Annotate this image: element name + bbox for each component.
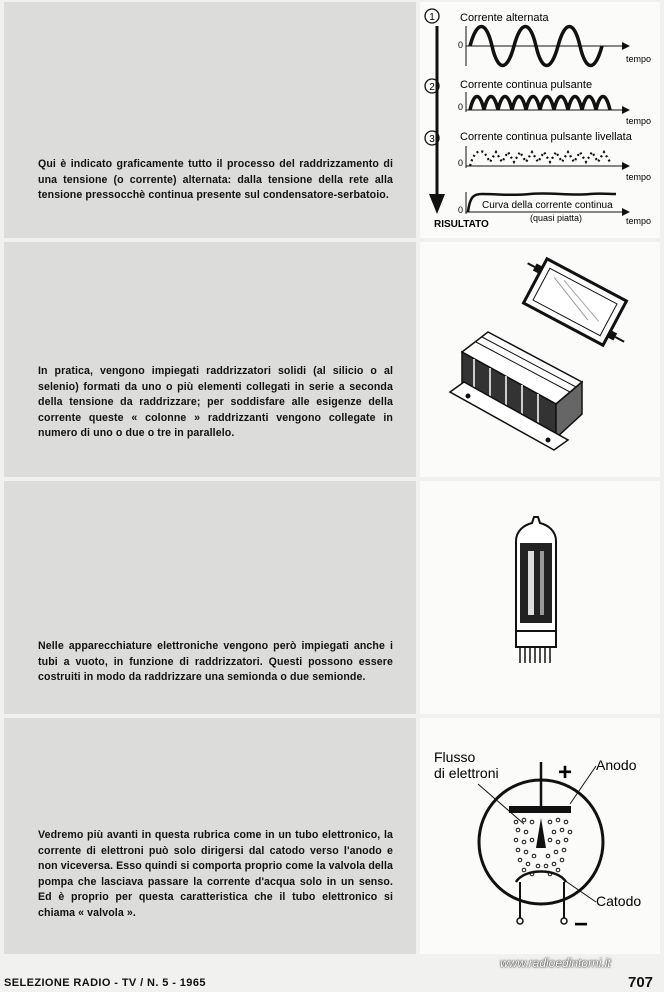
journal-title: SELEZIONE RADIO - TV / N. 5 - 1965 xyxy=(4,977,206,989)
text-panel xyxy=(4,2,416,238)
anode-label: Anodo xyxy=(596,757,637,773)
result-label: RISULTATO xyxy=(434,219,489,230)
cathode-filament xyxy=(516,872,566,883)
anode-plate xyxy=(509,806,571,813)
page-footer xyxy=(0,956,664,992)
section-valve xyxy=(0,718,664,954)
axis-zero: 0 xyxy=(458,158,464,168)
page-number: 707 xyxy=(628,974,654,991)
website-watermark[interactable]: www.radioedintorni.it xyxy=(500,956,611,970)
text-panel xyxy=(4,718,416,954)
vacuum-tube-illustration xyxy=(420,481,660,714)
pulsating-wave xyxy=(470,97,610,111)
electron-flow-arrow xyxy=(536,818,546,848)
axis-time: tempo xyxy=(626,116,652,126)
selenium-rectifier-stack-drawing xyxy=(450,332,582,450)
step-number: 1 xyxy=(429,12,435,23)
result-curve-sub: (quasi piatta) xyxy=(530,213,583,223)
axis-time: tempo xyxy=(626,54,652,64)
diode-tube-diagram xyxy=(420,718,660,954)
section-text: Qui è indicato graficamente tutto il processo del raddrizzamento di una tensione (o corrente) alternata: dalla tensione della rete alla tensione pressocchè continua presente sul condensatore-serbatoio. xyxy=(38,158,393,201)
text-panel xyxy=(4,242,416,477)
silicon-rectifier-drawing xyxy=(510,252,641,353)
waveform-label: Corrente continua pulsante xyxy=(460,79,593,91)
section-waveforms xyxy=(0,2,664,238)
section-solid-rectifiers xyxy=(0,242,664,477)
section-vacuum-tubes xyxy=(0,481,664,714)
cathode-label: Catodo xyxy=(596,893,642,909)
figure-panel xyxy=(420,242,660,477)
electron-flow-label: Flusso xyxy=(434,749,476,765)
text-panel xyxy=(4,481,416,714)
waveform-label: Corrente continua pulsante livellata xyxy=(460,131,632,143)
result-curve-label: Curva della corrente continua xyxy=(482,200,613,211)
axis-zero: 0 xyxy=(458,40,464,50)
figure-panel xyxy=(420,718,660,954)
section-text: Nelle apparecchiature elettroniche vengono però impiegati anche i tubi a vuoto, in funzione di raddrizzatori. Questi possono essere costruiti in modo da raddrizzare una semionda o due semionde. xyxy=(38,640,393,683)
rectification-waveform-diagram xyxy=(420,2,660,238)
axis-time: tempo xyxy=(626,172,652,182)
axis-zero: 0 xyxy=(458,102,464,112)
figure-panel xyxy=(420,2,660,238)
step-number: 2 xyxy=(429,82,435,93)
electron-flow-label: di elettroni xyxy=(434,765,499,781)
plus-sign: + xyxy=(558,759,573,786)
smoothed-wave xyxy=(470,151,610,166)
figure-panel xyxy=(420,481,660,714)
section-text: In pratica, vengono impiegati raddrizzatori solidi (al silicio o al selenio) formati da uno o più elementi collegati in serie a seconda della tensione da raddrizzare; per soddisfare alle esigenze della corrente queste « colonne » raddrizzanti vengono collegate in numero di uno o due o tre in parallelo. xyxy=(38,365,393,439)
waveform-label: Corrente alternata xyxy=(460,12,549,24)
axis-time: tempo xyxy=(626,216,652,226)
solid-rectifiers-illustration xyxy=(420,242,660,477)
section-text: Vedremo più avanti in questa rubrica come in un tubo elettronico, la corrente di elettroni può solo dirigersi dal catodo verso l'anodo e non viceversa. Esso quindi si comporta proprio come la valvola della pompa che lasciava passare la corrente d'acqua solo in un senso. Ed è proprio per questa caratteristica che il tubo elettronico si chiama « valvola ». xyxy=(38,829,393,919)
rectifier-tube-drawing xyxy=(516,517,556,663)
step-number: 3 xyxy=(429,134,435,145)
minus-sign: − xyxy=(574,911,589,938)
axis-zero: 0 xyxy=(458,205,464,215)
